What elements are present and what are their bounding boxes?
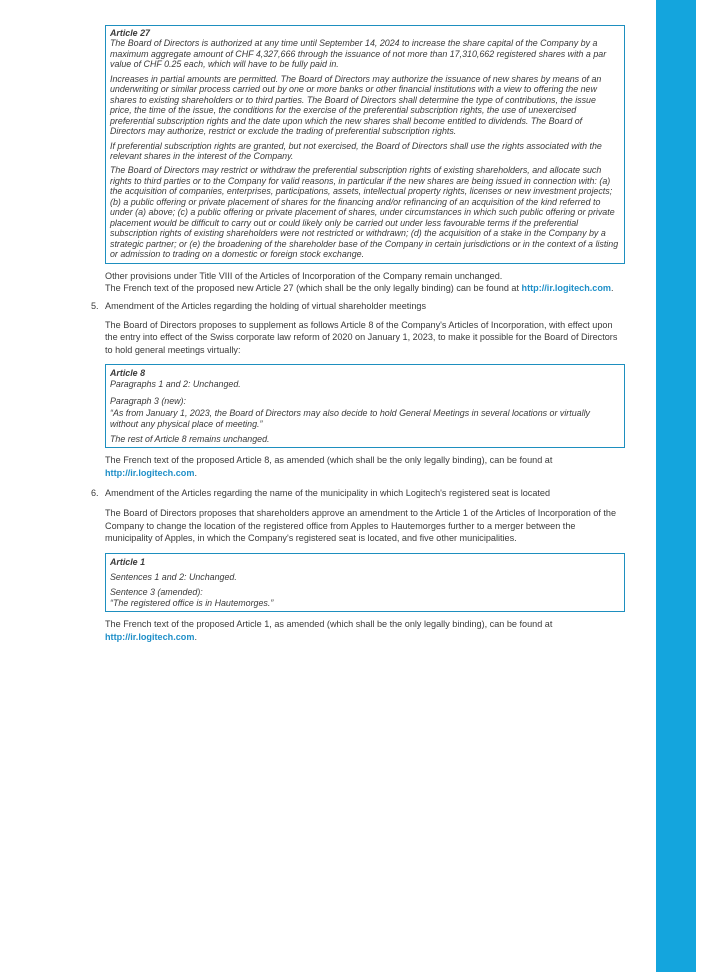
item-5-body: The Board of Directors proposes to supplement as follows Article 8 of the Company's Articles of Incorporation, with effect upon the entry into effect of the Swiss corporate law reform of 2020 on January 1, 2023, to make it possible for the Board of Directors to hold general meetings virtually:: [105, 319, 618, 355]
after-article-8: [105, 454, 625, 479]
after-27-period: .: [610, 282, 614, 293]
article-8-box: [105, 364, 625, 448]
item-5-heading: Amendment of the Articles regarding the holding of virtual shareholder meetings: [105, 301, 426, 312]
article-8-paragraph-3-text: “As from January 1, 2023, the Board of Directors may also decide to hold General Meetings in several locations or virtually without any physical place of meeting.”: [110, 407, 590, 429]
article-27-box: [105, 25, 625, 264]
item-5: [91, 300, 625, 356]
after-8-period: .: [194, 467, 197, 478]
article-1-sentences-1-2: Sentences 1 and 2: Unchanged.: [110, 571, 237, 582]
after-1-text: The French text of the proposed Article 1, as amended (which shall be the only legally binding), can be found at: [105, 619, 553, 630]
after-1-period: .: [194, 631, 197, 642]
after-article-1: [105, 618, 625, 643]
after-27-line-2: The French text of the proposed new Article 27 (which shall be the only legally binding) can be found at: [105, 282, 520, 293]
document-body: [91, 25, 625, 643]
side-color-band: [656, 0, 696, 972]
article-1-title: Article 1: [110, 556, 146, 567]
article-8-title: Article 8: [110, 367, 146, 378]
item-6-body: The Board of Directors proposes that shareholders approve an amendment to the Article 1 of the Articles of Incorporation of the Company to change the location of the registered office from Apples to Hautemorges further to a merger between the municipality of Apples, in which the Company's registered seat is located, and five other municipalities.: [105, 508, 617, 544]
article-8-rest: The rest of Article 8 remains unchanged.: [110, 433, 270, 444]
article-27-title: Article 27: [110, 28, 150, 38]
after-article-27: [105, 270, 625, 295]
logitech-ir-link-2[interactable]: http://ir.logitech.com: [105, 467, 195, 478]
article-1-sentence-3-text: “The registered office is in Hautemorges.”: [110, 598, 274, 609]
article-27-paragraph-1: The Board of Directors is authorized at any time until September 14, 2024 to increase the share capital of the Company by a maximum aggregate amount of CHF 4,327,666 through the issuance of not more than 17,310,662 registered shares with a par value of CHF 0.25 each, which will have to be fully paid in.: [110, 38, 607, 70]
item-6-heading: Amendment of the Articles regarding the name of the municipality in which Logitech's registered seat is located: [105, 487, 551, 498]
logitech-ir-link-3[interactable]: http://ir.logitech.com: [105, 631, 195, 642]
article-1-box: [105, 553, 625, 613]
article-1-sentence-3-label: Sentence 3 (amended):: [110, 587, 203, 598]
item-6: [91, 487, 625, 545]
logitech-ir-link-1[interactable]: http://ir.logitech.com: [521, 282, 611, 293]
article-8-paragraph-1: Paragraphs 1 and 2: Unchanged.: [110, 379, 241, 390]
after-8-text: The French text of the proposed Article 8, as amended (which shall be the only legally binding), can be found at: [105, 455, 553, 466]
after-27-line-1: Other provisions under Title VIII of the Articles of Incorporation of the Company remain unchanged.: [105, 270, 503, 281]
item-5-number: 5.: [91, 301, 99, 312]
article-8-paragraph-3-label: Paragraph 3 (new):: [110, 396, 186, 407]
article-27-paragraph-2: Increases in partial amounts are permitted. The Board of Directors may authorize the issuance of new shares by means of an underwriting or similar process carried out by one or more banks or other financial institutions with a view to offering the new shares to existing shareholders or to third parties. The Board of Directors shall determine the type of contributions, the issue price, the time of the issue, the conditions for the exercise of the preferential subscription rights, the use of unexercised preferential subscription rights and the date upon which the new shares shall become entitled to dividends. The Board of Directors may authorize, restrict or exclude the trading of preferential subscription rights.: [110, 73, 602, 137]
article-27-paragraph-4: The Board of Directors may restrict or withdraw the preferential subscription rights of existing shareholders, and allocate such rights to third parties or to the Company for valid reasons, in particular if the new shares are being issued in connection with: (a) the acquisition of companies, enterprises, participations, assets, intellectual property rights, licenses or new investment projects; (b) a public offering or private placement of shares for the financing and/or refinancing of an acquisition of the kind referred to under (a) above; (c) a public offering or private placement of shares, under circumstances in which such public offering or private placement would be difficult to carry out or could likely only be carried out under less favourable terms if the preferential subscription rights of existing shareholders were not restricted or withdrawn; (d) the acquisition of a stake in the Company by a strategic partner; or (e) the broadening of the shareholder base of the Company in certain jurisdictions or in the context of a listing or admission to trading on a domestic or foreign stock exchange.: [110, 165, 619, 260]
article-27-paragraph-3: If preferential subscription rights are granted, but not exercised, the Board of Directors shall use the rights associated with the relevant shares in the interest of the Company.: [110, 140, 602, 161]
item-6-number: 6.: [91, 487, 99, 498]
